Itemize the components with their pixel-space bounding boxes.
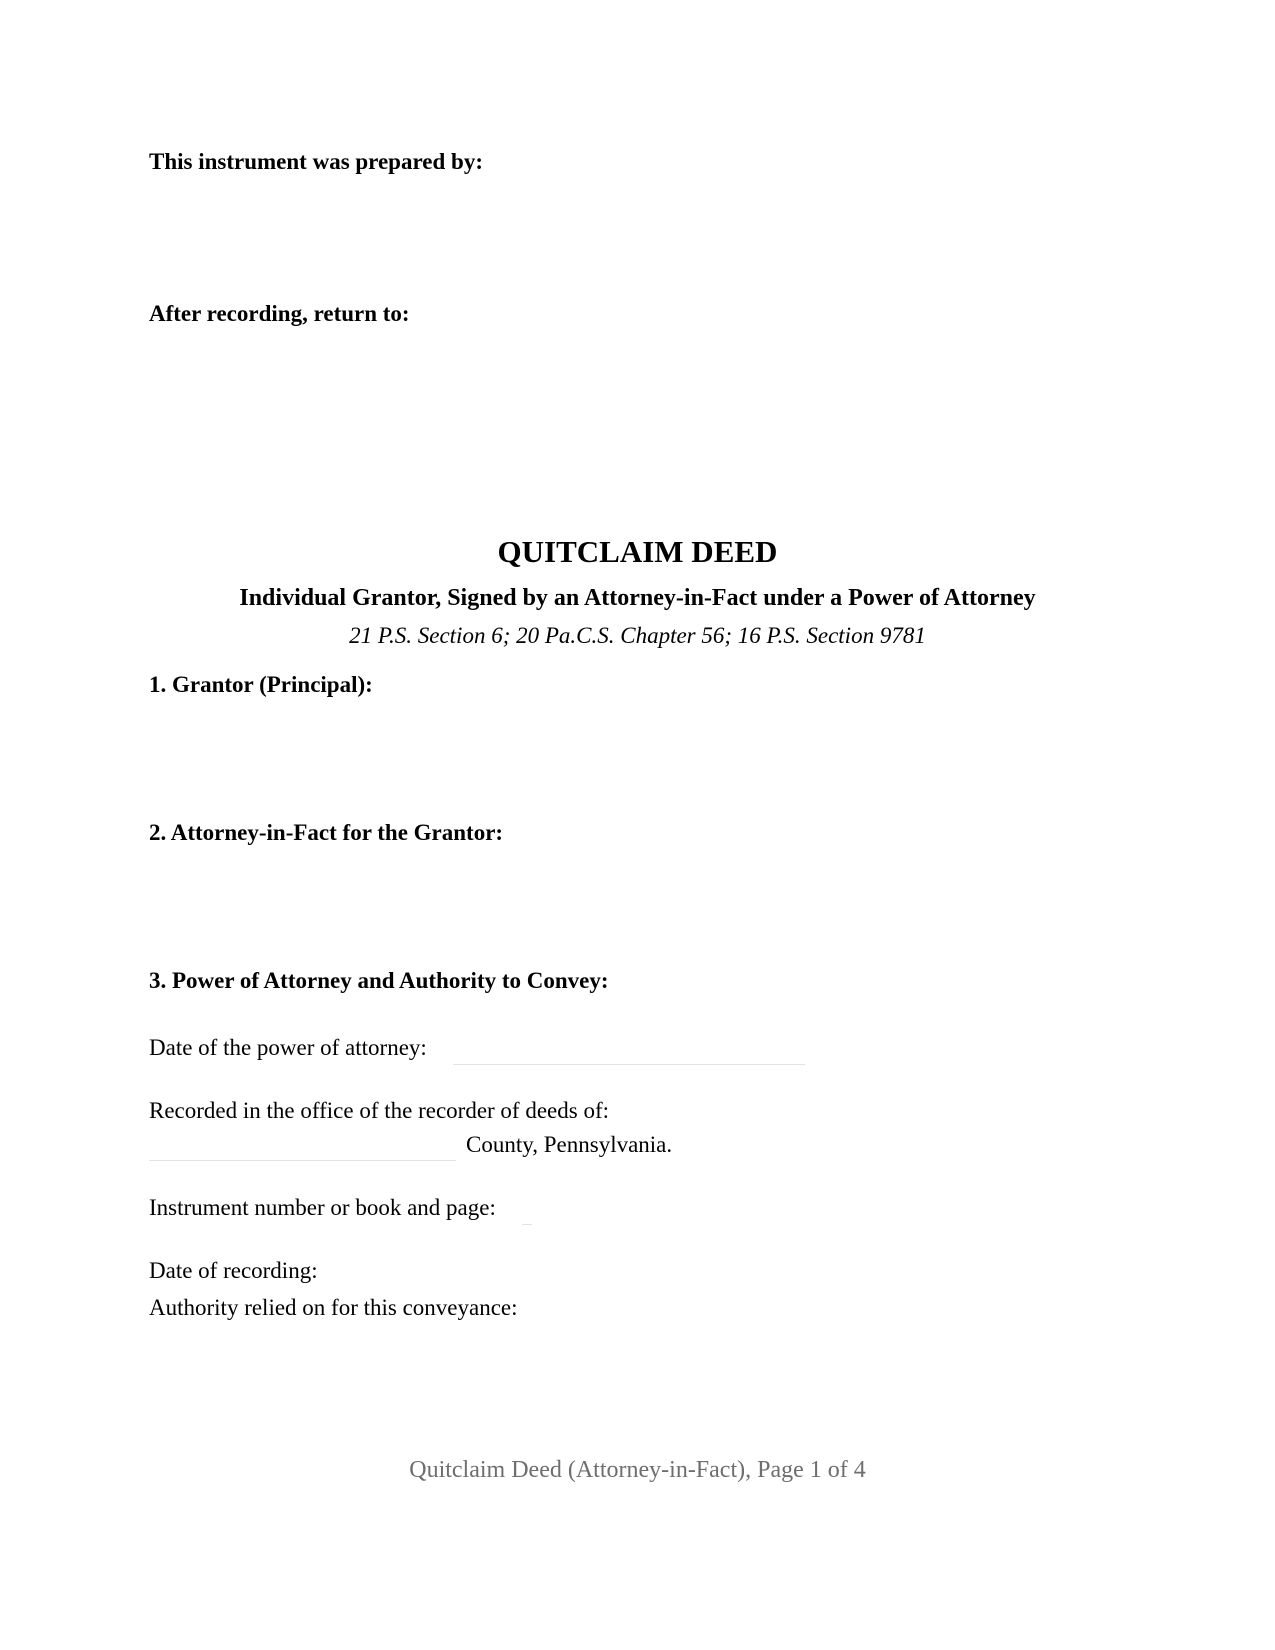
prepared-by-label: This instrument was prepared by: xyxy=(149,149,483,174)
recorded-county-blank[interactable] xyxy=(149,1160,456,1161)
county-suffix-label: County, Pennsylvania. xyxy=(466,1132,673,1157)
recording-date-label: Date of recording: xyxy=(149,1258,318,1283)
recorded-office-label: Recorded in the office of the recorder of deeds of: xyxy=(149,1098,610,1123)
poa-date-label: Date of the power of attorney: xyxy=(149,1035,427,1060)
page-footer: Quitclaim Deed (Attorney-in-Fact), Page 1 of 4 xyxy=(409,1457,866,1483)
section-attorney-in-fact-heading: 2. Attorney-in-Fact for the Grantor: xyxy=(149,820,504,845)
return-to-label: After recording, return to: xyxy=(149,301,410,326)
instrument-number-label: Instrument number or book and page: xyxy=(149,1195,496,1220)
authority-label: Authority relied on for this conveyance: xyxy=(149,1295,518,1320)
statute-citation: 21 P.S. Section 6; 20 Pa.C.S. Chapter 56; 16 P.S. Section 9781 xyxy=(349,623,926,648)
section-grantor-heading: 1. Grantor (Principal): xyxy=(149,672,373,697)
document-title: QUITCLAIM DEED xyxy=(497,534,778,569)
section-power-of-attorney-heading: 3. Power of Attorney and Authority to Convey: xyxy=(149,968,609,993)
poa-date-blank[interactable] xyxy=(453,1064,805,1065)
document-subtitle: Individual Grantor, Signed by an Attorney-in-Fact under a Power of Attorney xyxy=(239,585,1036,611)
instrument-number-blank[interactable] xyxy=(522,1224,532,1225)
